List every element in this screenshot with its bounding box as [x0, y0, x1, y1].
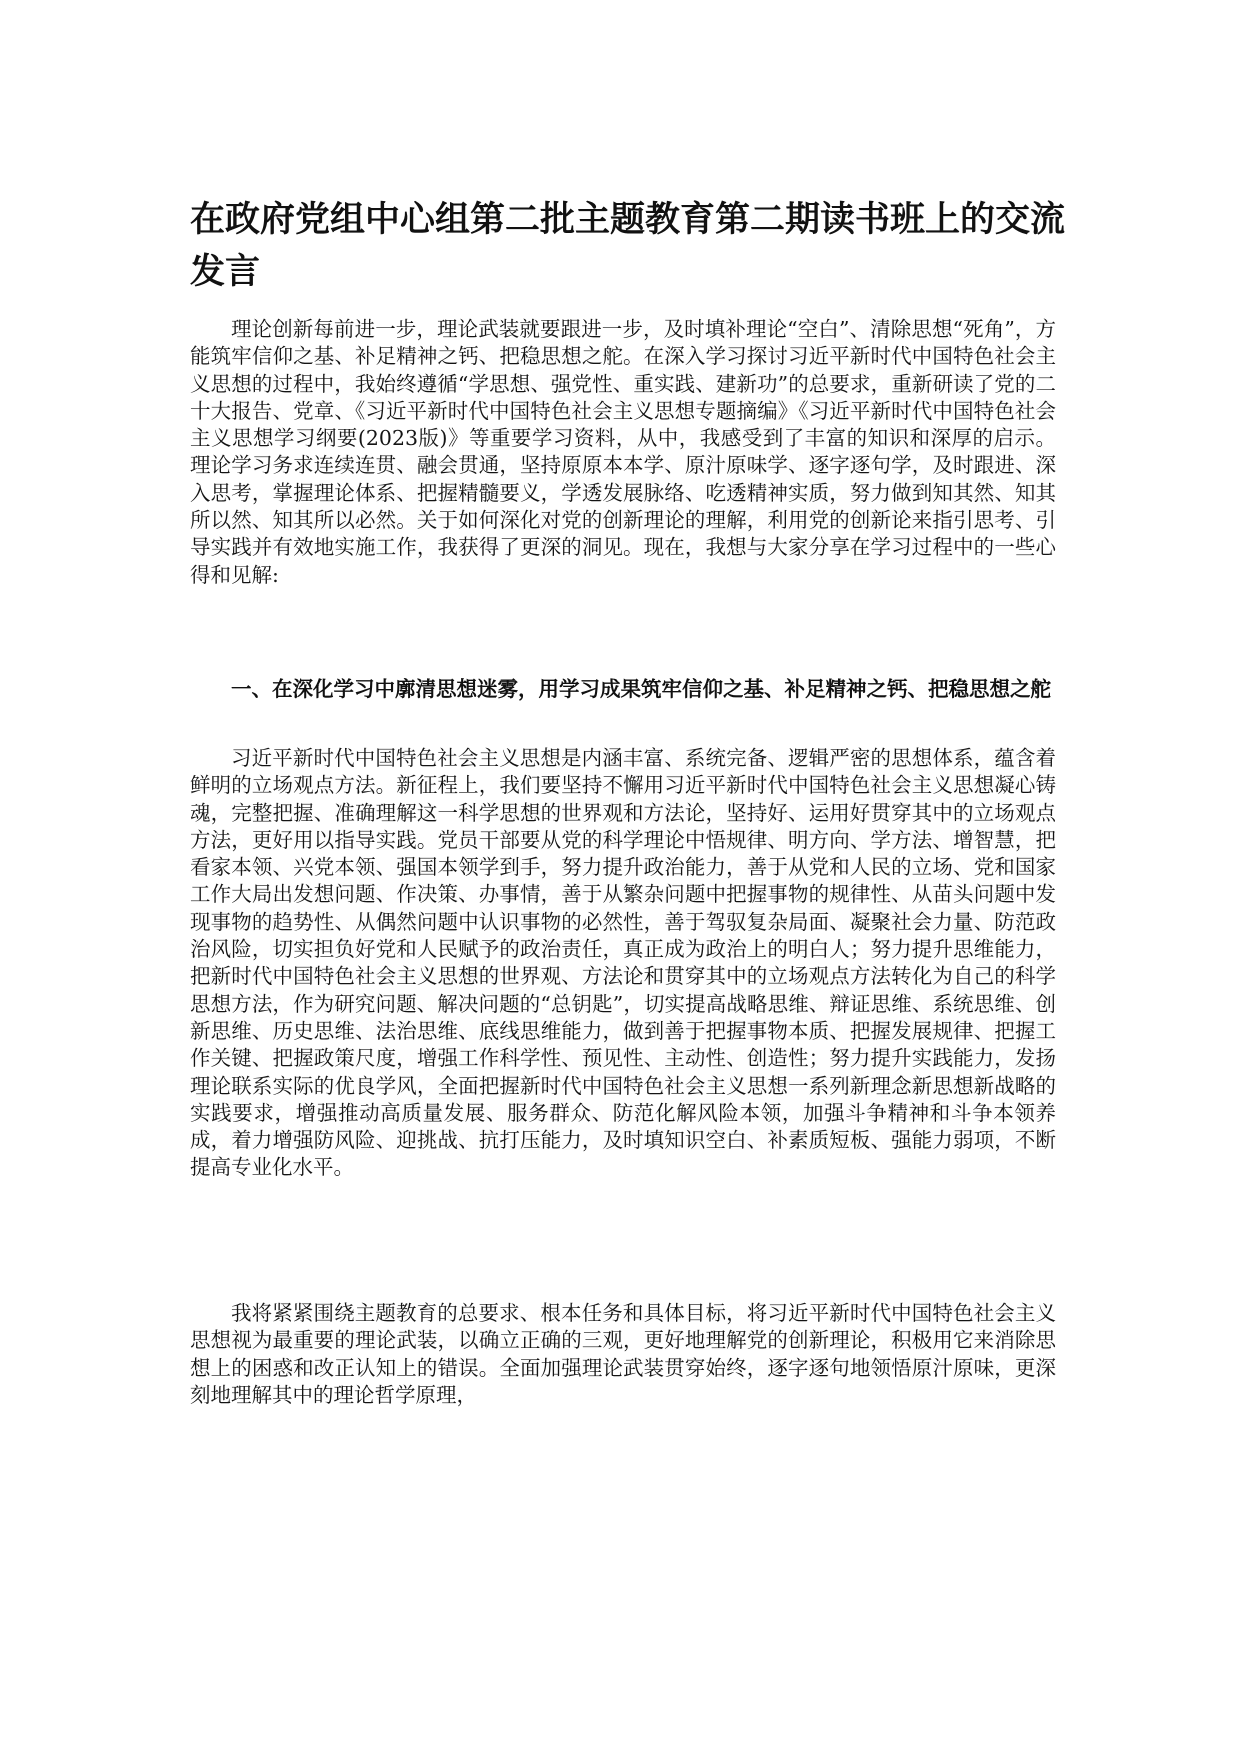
- section-heading-block: [190, 675, 1056, 703]
- section-1-paragraph-1: 习近平新时代中国特色社会主义思想是内涵丰富、系统完备、逻辑严密的思想体系，蕴含着鲜明的立场观点方法。新征程上，我们要坚持不懈用习近平新时代中国特色社会主义思想凝心铸魂，完整把握、准确理解这一科学思想的世界观和方法论，坚持好、运用好贯穿其中的立场观点方法，更好用以指导实践。党员干部要从党的科学理论中悟规律、明方向、学方法、增智慧，把看家本领、兴党本领、强国本领学到手，努力提升政治能力，善于从党和人民的立场、党和国家工作大局出发想问题、作决策、办事情，善于从繁杂问题中把握事物的规律性、从苗头问题中发现事物的趋势性、从偶然问题中认识事物的必然性，善于驾驭复杂局面、凝聚社会力量、防范政治风险，切实担负好党和人民赋予的政治责任，真正成为政治上的明白人；努力提升思维能力，把新时代中国特色社会主义思想的世界观、方法论和贯穿其中的立场观点方法转化为自己的科学思想方法，作为研究问题、解决问题的“总钥匙”，切实提高战略思维、辩证思维、系统思维、创新思维、历史思维、法治思维、底线思维能力，做到善于把握事物本质、把握发展规律、把握工作关键、把握政策尺度，增强工作科学性、预见性、主动性、创造性；努力提升实践能力，发扬理论联系实际的优良学风，全面把握新时代中国特色社会主义思想一系列新理念新思想新战略的实践要求，增强推动高质量发展、服务群众、防范化解风险本领，加强斗争精神和斗争本领养成，着力增强防风险、迎挑战、抗打压能力，及时填知识空白、补素质短板、强能力弱项，不断提高专业化水平。: [190, 746, 1056, 1180]
- intro-paragraph: 理论创新每前进一步，理论武装就要跟进一步，及时填补理论“空白”、清除思想“死角”，方能筑牢信仰之基、补足精神之钙、把稳思想之舵。在深入学习探讨习近平新时代中国特色社会主义思想的过程中，我始终遵循“学思想、强党性、重实践、建新功”的总要求，重新研读了党的二十大报告、党章、《习近平新时代中国特色社会主义思想专题摘编》《习近平新时代中国特色社会主义思想学习纲要(2023版)》等重要学习资料，从中，我感受到了丰富的知识和深厚的启示。理论学习务求连续连贯、融会贯通，坚持原原本本学、原汁原味学、逐字逐句学，及时跟进、深入思考，掌握理论体系、把握精髓要义，学透发展脉络、吃透精神实质，努力做到知其然、知其所以然、知其所以必然。关于如何深化对党的创新理论的理解，利用党的创新论来指引思考、引导实践并有效地实施工作，我获得了更深的洞见。现在，我想与大家分享在学习过程中的一些心得和见解:: [190, 317, 1056, 587]
- section-1-paragraph-2-block: [190, 1300, 1056, 1409]
- page-title: 在政府党组中心组第二批主题教育第二期读书班上的交流发言: [190, 200, 1066, 292]
- section-1-paragraph-2: 我将紧紧围绕主题教育的总要求、根本任务和具体目标，将习近平新时代中国特色社会主义思想视为最重要的理论武装，以确立正确的三观，更好地理解党的创新理论，积极用它来消除思想上的困惑和改正认知上的错误。全面加强理论武装贯穿始终，逐字逐句地领悟原汁原味，更深刻地理解其中的理论哲学原理，: [190, 1301, 1056, 1407]
- section-1-paragraph-1-block: [190, 745, 1056, 1182]
- section-heading-1: 一、在深化学习中廓清思想迷雾，用学习成果筑牢信仰之基、补足精神之钙、把稳思想之舵: [231, 677, 1051, 701]
- intro-paragraph-block: [190, 316, 1056, 589]
